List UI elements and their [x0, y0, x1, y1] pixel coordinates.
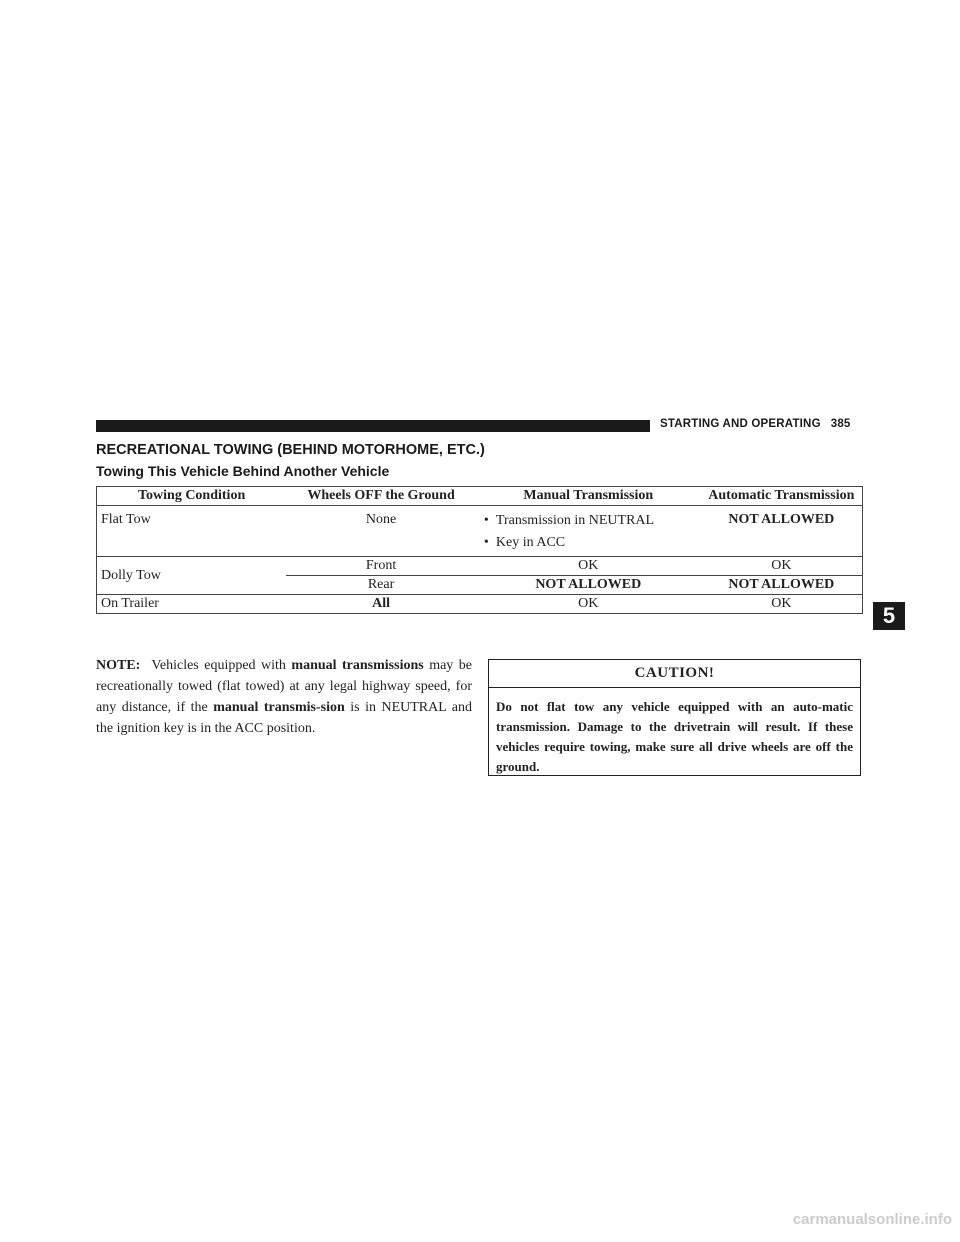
watermark: carmanualsonline.info: [792, 1211, 952, 1228]
table-cell: OK: [701, 557, 863, 576]
table-cell: NOT ALLOWED: [476, 576, 701, 595]
table-row-on-trailer: [97, 595, 863, 614]
table-row-dolly-front: [97, 557, 863, 576]
caution-title: CAUTION!: [489, 660, 860, 688]
table-row-flat-tow: [97, 506, 863, 557]
table-cell: NOT ALLOWED: [701, 576, 863, 595]
table-cell: Flat Tow: [97, 506, 287, 557]
table-cell: [476, 506, 701, 557]
caution-text: Do not flat tow any vehicle equipped with an auto-matic transmission. Damage to the drivetrain will result. If these vehicles require towing, make sure all drive wheels are off the ground.: [496, 699, 853, 774]
note-emphasis: manual transmissions: [291, 658, 424, 673]
subsection-title: Towing This Vehicle Behind Another Vehicle: [96, 463, 390, 479]
note-text: Vehicles equipped with: [151, 658, 286, 673]
section-name: STARTING AND OPERATING: [660, 418, 821, 430]
table-cell: Rear: [286, 576, 476, 595]
list-item: • Key in ACC: [484, 535, 697, 551]
table-cell: OK: [476, 557, 701, 576]
manual-requirements-list: [480, 513, 697, 551]
column-header: Wheels OFF the Ground: [286, 487, 476, 506]
note-text: is in NEUTRAL and the ignition key is in the ACC position.: [96, 700, 473, 736]
table-cell: NOT ALLOWED: [701, 506, 863, 557]
note-label: NOTE:: [96, 658, 141, 673]
running-header: [660, 418, 851, 430]
table-cell: All: [286, 595, 476, 614]
note-emphasis: manual transmis-sion: [213, 700, 345, 715]
note-text: may be recreationally towed (flat towed) at any legal highway speed, for any distance, if the: [96, 658, 472, 715]
table-cell: OK: [701, 595, 863, 614]
page-number: 385: [830, 418, 851, 430]
column-header: Towing Condition: [97, 487, 287, 506]
caution-box: [488, 659, 861, 776]
column-header: Automatic Transmission: [701, 487, 863, 506]
list-item: • Transmission in NEUTRAL: [484, 513, 697, 529]
column-header: Manual Transmission: [476, 487, 701, 506]
header-rule: [96, 420, 650, 432]
table-cell: OK: [476, 595, 701, 614]
chapter-tab: 5: [873, 602, 905, 630]
table-header-row: [97, 487, 863, 506]
section-title: RECREATIONAL TOWING (BEHIND MOTORHOME, ETC.): [96, 442, 485, 458]
table-cell: None: [286, 506, 476, 557]
table-cell: On Trailer: [97, 595, 287, 614]
towing-table: [96, 486, 863, 614]
note-paragraph: [96, 655, 472, 739]
table-cell: Front: [286, 557, 476, 576]
table-cell: Dolly Tow: [97, 557, 287, 595]
